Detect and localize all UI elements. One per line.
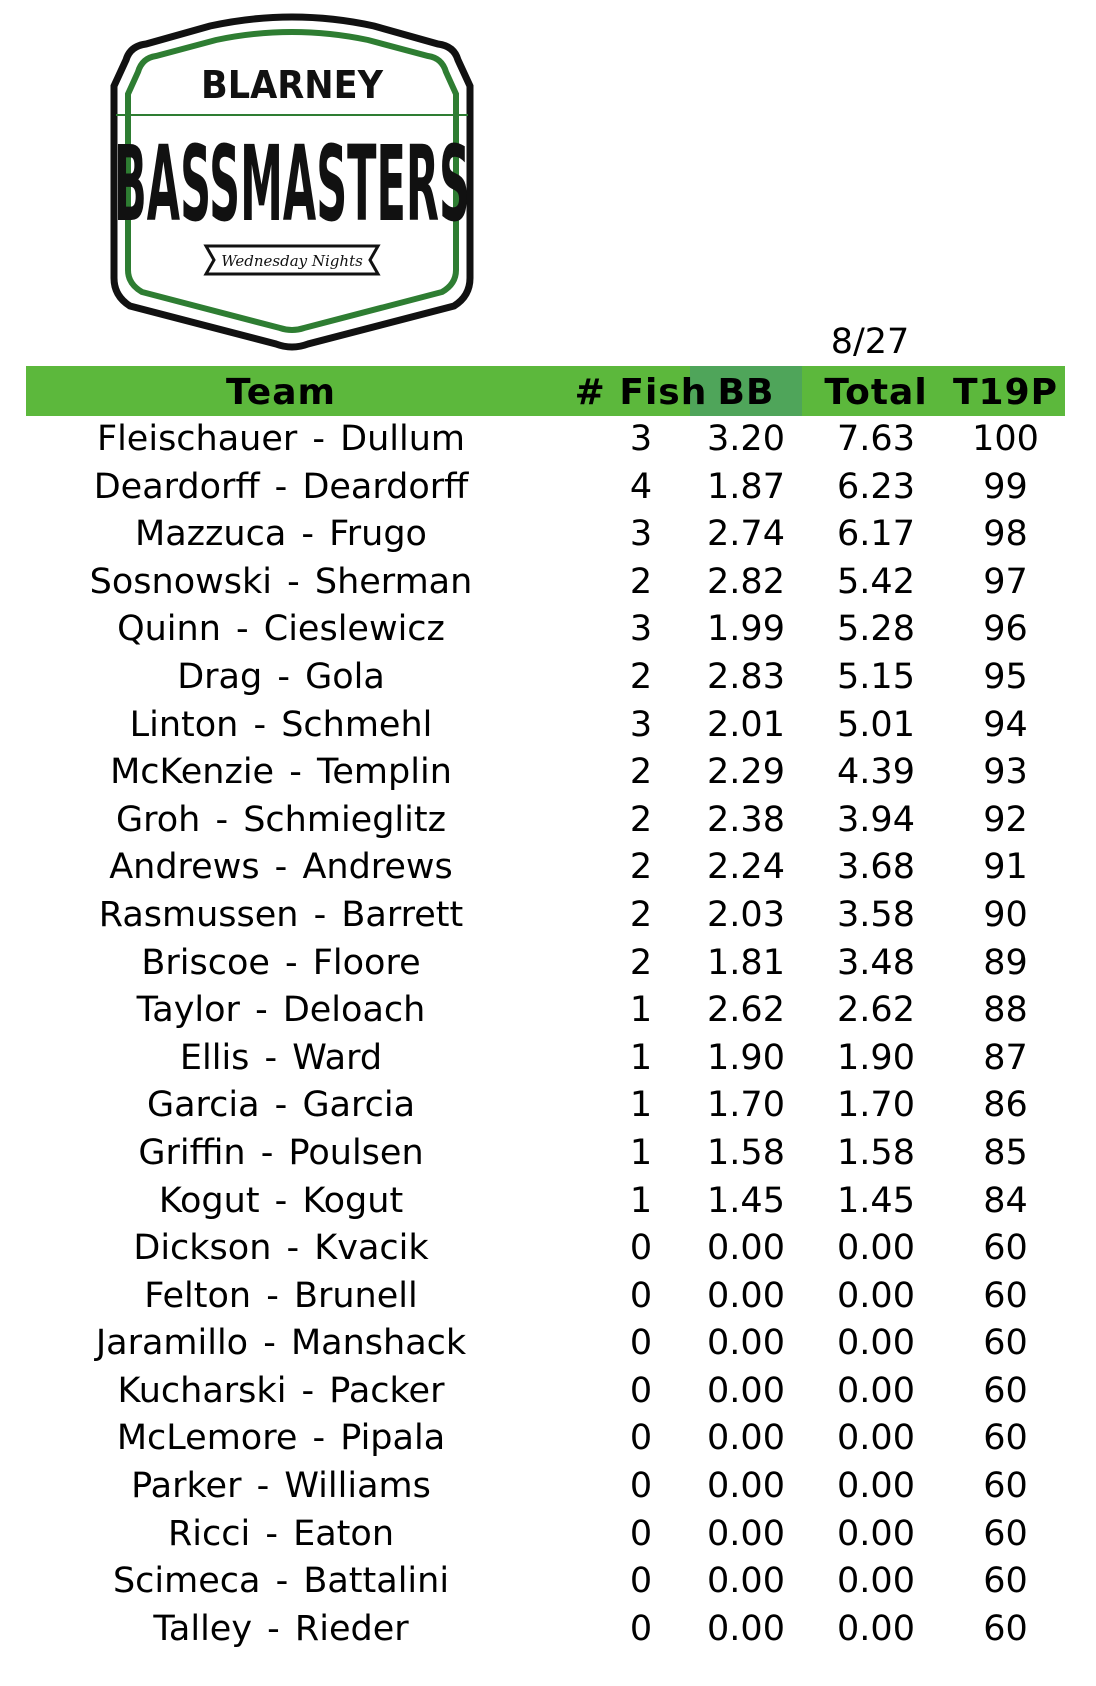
big-bass: 1.87 (707, 466, 785, 507)
total-weight: 7.63 (837, 419, 915, 459)
team-name: Garcia - Garcia (146, 1085, 416, 1126)
table-row (26, 1368, 1065, 1416)
total-weight: 4.39 (837, 752, 915, 793)
total-weight: 0.00 (837, 1561, 915, 1602)
fish-count: 3 (629, 609, 653, 650)
big-bass: 0.00 (707, 1466, 785, 1507)
points: 60 (983, 1323, 1028, 1364)
table-row (26, 1463, 1065, 1511)
team-name: McLemore - Pipala (116, 1418, 446, 1459)
total-weight: 2.62 (837, 990, 915, 1031)
team-name: Fleischauer - Dullum (96, 419, 466, 459)
big-bass: 3.20 (707, 419, 785, 459)
fish-count: 2 (629, 942, 653, 983)
big-bass: 0.00 (707, 1513, 785, 1554)
points: 91 (983, 847, 1028, 888)
big-bass: 0.00 (707, 1323, 785, 1364)
big-bass: 1.90 (707, 1037, 785, 1078)
big-bass: 1.58 (707, 1132, 785, 1173)
big-bass: 1.81 (707, 942, 785, 983)
fish-count: 3 (629, 704, 653, 745)
table-row (26, 749, 1065, 797)
total-weight: 0.00 (837, 1370, 915, 1411)
points: 60 (983, 1466, 1028, 1507)
header-team: Team (226, 372, 336, 413)
team-name: Deardorff - Deardorff (93, 466, 469, 507)
fish-count: 2 (629, 561, 653, 602)
total-weight: 6.23 (837, 466, 915, 507)
table-header (26, 366, 1065, 416)
total-weight: 3.48 (837, 942, 915, 983)
points: 92 (983, 799, 1028, 840)
fish-count: 0 (629, 1228, 653, 1269)
table-row (26, 464, 1065, 512)
total-weight: 0.00 (837, 1466, 915, 1507)
points: 97 (983, 561, 1028, 602)
table-row (26, 892, 1065, 940)
team-name: Mazzuca - Frugo (135, 514, 427, 555)
table-row (26, 844, 1065, 892)
fish-count: 1 (629, 1085, 653, 1126)
team-name: Kogut - Kogut (158, 1180, 404, 1221)
total-weight: 1.90 (837, 1037, 915, 1078)
points: 95 (983, 656, 1028, 697)
big-bass: 2.38 (707, 799, 785, 840)
big-bass: 0.00 (707, 1608, 785, 1649)
total-weight: 0.00 (837, 1608, 915, 1649)
fish-count: 2 (629, 752, 653, 793)
fish-count: 3 (629, 514, 653, 555)
team-name: Sosnowski - Sherman (89, 561, 473, 602)
team-name: Taylor - Deloach (136, 990, 426, 1031)
header-fish: # Fish (574, 372, 708, 413)
fish-count: 1 (629, 1180, 653, 1221)
table-row (26, 702, 1065, 750)
table-row (26, 1558, 1065, 1606)
big-bass: 0.00 (707, 1275, 785, 1316)
fish-count: 0 (629, 1466, 653, 1507)
fish-count: 2 (629, 847, 653, 888)
total-weight: 1.58 (837, 1132, 915, 1173)
points: 100 (972, 419, 1039, 459)
fish-count: 0 (629, 1513, 653, 1554)
points: 60 (983, 1228, 1028, 1269)
big-bass: 0.00 (707, 1418, 785, 1459)
big-bass: 1.70 (707, 1085, 785, 1126)
fish-count: 4 (629, 466, 653, 507)
big-bass: 2.01 (707, 704, 785, 745)
fish-count: 0 (629, 1418, 653, 1459)
table-row (26, 987, 1065, 1035)
standings-table (26, 416, 1065, 1653)
team-name: Griffin - Poulsen (138, 1132, 424, 1173)
points: 85 (983, 1132, 1028, 1173)
table-row (26, 1320, 1065, 1368)
big-bass: 2.03 (707, 894, 785, 935)
points: 88 (983, 990, 1028, 1031)
big-bass: 2.29 (707, 752, 785, 793)
big-bass: 0.00 (707, 1561, 785, 1602)
total-weight: 0.00 (837, 1275, 915, 1316)
table-row (26, 654, 1065, 702)
header-bb: BB (717, 372, 775, 413)
total-weight: 0.00 (837, 1323, 915, 1364)
table-row (26, 1178, 1065, 1226)
blarney-bassmasters-logo (98, 16, 486, 348)
total-weight: 5.42 (837, 561, 915, 602)
team-name: Andrews - Andrews (109, 847, 453, 888)
big-bass: 0.00 (707, 1370, 785, 1411)
total-weight: 5.28 (837, 609, 915, 650)
total-weight: 5.15 (837, 656, 915, 697)
points: 90 (983, 894, 1028, 935)
big-bass: 2.62 (707, 990, 785, 1031)
big-bass: 2.83 (707, 656, 785, 697)
points: 60 (983, 1275, 1028, 1316)
total-weight: 0.00 (837, 1513, 915, 1554)
table-row (26, 1606, 1065, 1654)
points: 60 (983, 1418, 1028, 1459)
table-row (26, 1415, 1065, 1463)
total-weight: 3.68 (837, 847, 915, 888)
team-name: Kucharski - Packer (117, 1370, 445, 1411)
table-row (26, 940, 1065, 988)
team-name: Drag - Gola (177, 656, 385, 697)
date-label: 8/27 (830, 322, 910, 362)
big-bass: 2.24 (707, 847, 785, 888)
team-name: Briscoe - Floore (141, 942, 421, 983)
fish-count: 2 (629, 894, 653, 935)
team-name: Felton - Brunell (144, 1275, 418, 1316)
fish-count: 2 (629, 799, 653, 840)
total-weight: 6.17 (837, 514, 915, 555)
logo-line1: BLARNEY (201, 63, 384, 107)
fish-count: 0 (629, 1275, 653, 1316)
points: 60 (983, 1513, 1028, 1554)
total-weight: 0.00 (837, 1418, 915, 1459)
fish-count: 0 (629, 1608, 653, 1649)
points: 84 (983, 1180, 1028, 1221)
fish-count: 0 (629, 1561, 653, 1602)
total-weight: 3.94 (837, 799, 915, 840)
big-bass: 0.00 (707, 1228, 785, 1269)
big-bass: 1.45 (707, 1180, 785, 1221)
header-points: T19P (952, 372, 1059, 413)
table-row (26, 1082, 1065, 1130)
team-name: Parker - Williams (131, 1466, 431, 1507)
team-name: Ricci - Eaton (167, 1513, 394, 1554)
team-name: McKenzie - Templin (110, 752, 452, 793)
table-row (26, 1225, 1065, 1273)
total-weight: 0.00 (837, 1228, 915, 1269)
table-row (26, 559, 1065, 607)
big-bass: 2.74 (707, 514, 785, 555)
fish-count: 3 (629, 419, 653, 459)
total-weight: 5.01 (837, 704, 915, 745)
fish-count: 0 (629, 1323, 653, 1364)
logo-banner: Wednesday Nights (221, 252, 363, 270)
fish-count: 1 (629, 1132, 653, 1173)
points: 87 (983, 1037, 1028, 1078)
fish-count: 1 (629, 990, 653, 1031)
logo-line2: BASSMASTERS (114, 123, 470, 245)
team-name: Dickson - Kvacik (133, 1228, 429, 1269)
fish-count: 0 (629, 1370, 653, 1411)
points: 96 (983, 609, 1028, 650)
total-weight: 3.58 (837, 894, 915, 935)
points: 60 (983, 1370, 1028, 1411)
team-name: Quinn - Cieslewicz (117, 609, 445, 650)
points: 98 (983, 514, 1028, 555)
team-name: Ellis - Ward (179, 1037, 383, 1078)
points: 99 (983, 466, 1028, 507)
team-name: Talley - Rieder (153, 1608, 409, 1649)
points: 60 (983, 1561, 1028, 1602)
total-weight: 1.45 (837, 1180, 915, 1221)
table-row (26, 1511, 1065, 1559)
team-name: Linton - Schmehl (129, 704, 433, 745)
table-row (26, 606, 1065, 654)
fish-count: 2 (629, 656, 653, 697)
points: 93 (983, 752, 1028, 793)
table-row (26, 416, 1065, 464)
table-row (26, 1130, 1065, 1178)
table-row (26, 511, 1065, 559)
points: 86 (983, 1085, 1028, 1126)
table-row (26, 1035, 1065, 1083)
points: 94 (983, 704, 1028, 745)
table-row (26, 797, 1065, 845)
points: 60 (983, 1608, 1028, 1649)
points: 89 (983, 942, 1028, 983)
team-name: Rasmussen - Barrett (98, 894, 464, 935)
big-bass: 2.82 (707, 561, 785, 602)
header-total: Total (824, 372, 928, 413)
team-name: Jaramillo - Manshack (95, 1323, 467, 1364)
table-row (26, 1273, 1065, 1321)
big-bass: 1.99 (707, 609, 785, 650)
team-name: Scimeca - Battalini (112, 1561, 450, 1602)
fish-count: 1 (629, 1037, 653, 1078)
team-name: Groh - Schmieglitz (116, 799, 446, 840)
total-weight: 1.70 (837, 1085, 915, 1126)
